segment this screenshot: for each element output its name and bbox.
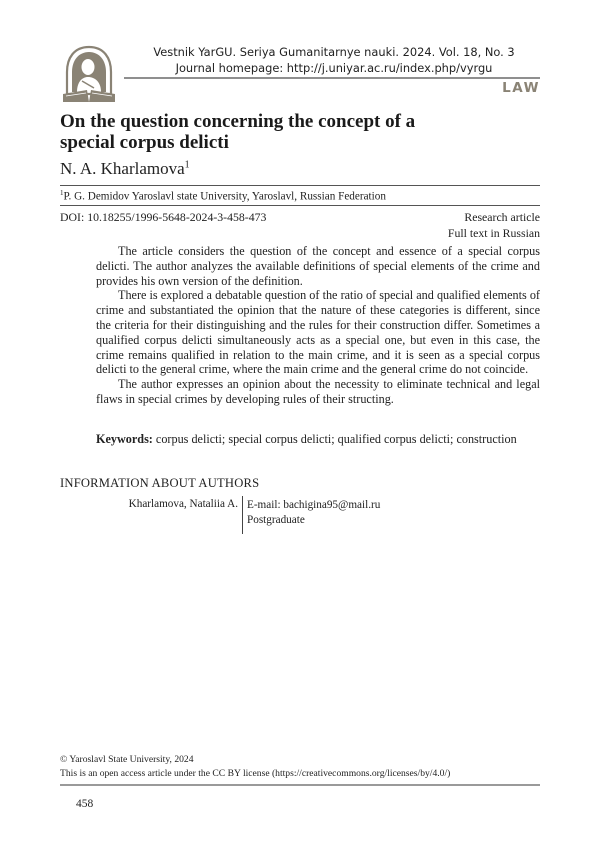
author-info-divider [242,496,243,534]
section-label: LAW [502,80,540,96]
copyright: © Yaroslavl State University, 2024 [60,754,194,765]
header-divider [124,77,540,79]
keywords-text: corpus delicti; special corpus delicti; qualified corpus delicti; construction [155,432,517,446]
article-type: Research article [464,210,540,224]
author-email[interactable]: E-mail: bachigina95@mail.ru [247,499,381,511]
abstract-paragraph: There is explored a debatable question of the ratio of special and qualified elements of crime and substantiated the opinion that the nature of these categories is different, since the criteria for their distinguishing and the rules for their construction differ. Sometimes a qualified corpus delicti simultaneously acts as a special one, but even in this case, the crime remains qualified in relation to the main crime, and it is seen as a special corpus delicti to the general crime, where the main crime and the general crime do not coincide. [96,288,540,377]
footer-divider [60,784,540,786]
license-note: This is an open access article under the CC BY license (https://creativecommons.org/licenses/by/4.0/) [60,768,451,779]
affiliation-top-divider [60,185,540,186]
full-text-note: Full text in Russian [447,225,540,240]
affiliation [60,189,386,203]
author-info-name: Kharlamova, Nataliia A. [128,498,238,510]
article-type-block [448,210,540,241]
author-info-details [247,498,380,528]
abstract-paragraph: The article considers the question of the concept and essence of a special corpus delicti. The author analyzes the available definitions of special elements of the crime and provides his own version of the definition. [96,244,540,288]
author-name-text: N. A. Kharlamova [60,159,185,178]
page-number: 458 [76,798,94,810]
article-title: On the question concerning the concept of a special corpus delicti [60,111,416,153]
author-footnote-mark: 1 [184,159,190,171]
affiliation-bottom-divider [60,205,540,206]
doi[interactable]: DOI: 10.18255/1996-5648-2024-3-458-473 [60,210,267,224]
university-emblem-icon [60,44,118,106]
journal-header [128,44,540,76]
keywords-label: Keywords: [96,432,153,446]
keywords [96,432,540,447]
footer-notes [60,753,450,781]
authors-info-heading: INFORMATION ABOUT AUTHORS [60,476,260,490]
affiliation-mark: 1 [60,189,64,197]
journal-homepage[interactable]: Journal homepage: http://j.uniyar.ac.ru/index.php/vyrgu [175,61,493,75]
author-name [60,159,190,179]
author-position: Postgraduate [247,514,305,526]
abstract-paragraph: The author expresses an opinion about the necessity to eliminate technical and legal flaws in special crimes by developing rules of their structing. [96,377,540,406]
abstract [96,244,540,407]
affiliation-text: P. G. Demidov Yaroslavl state University, Yaroslavl, Russian Federation [63,190,386,203]
journal-citation: Vestnik YarGU. Seriya Gumanitarnye nauki. 2024. Vol. 18, No. 3 [153,45,515,59]
